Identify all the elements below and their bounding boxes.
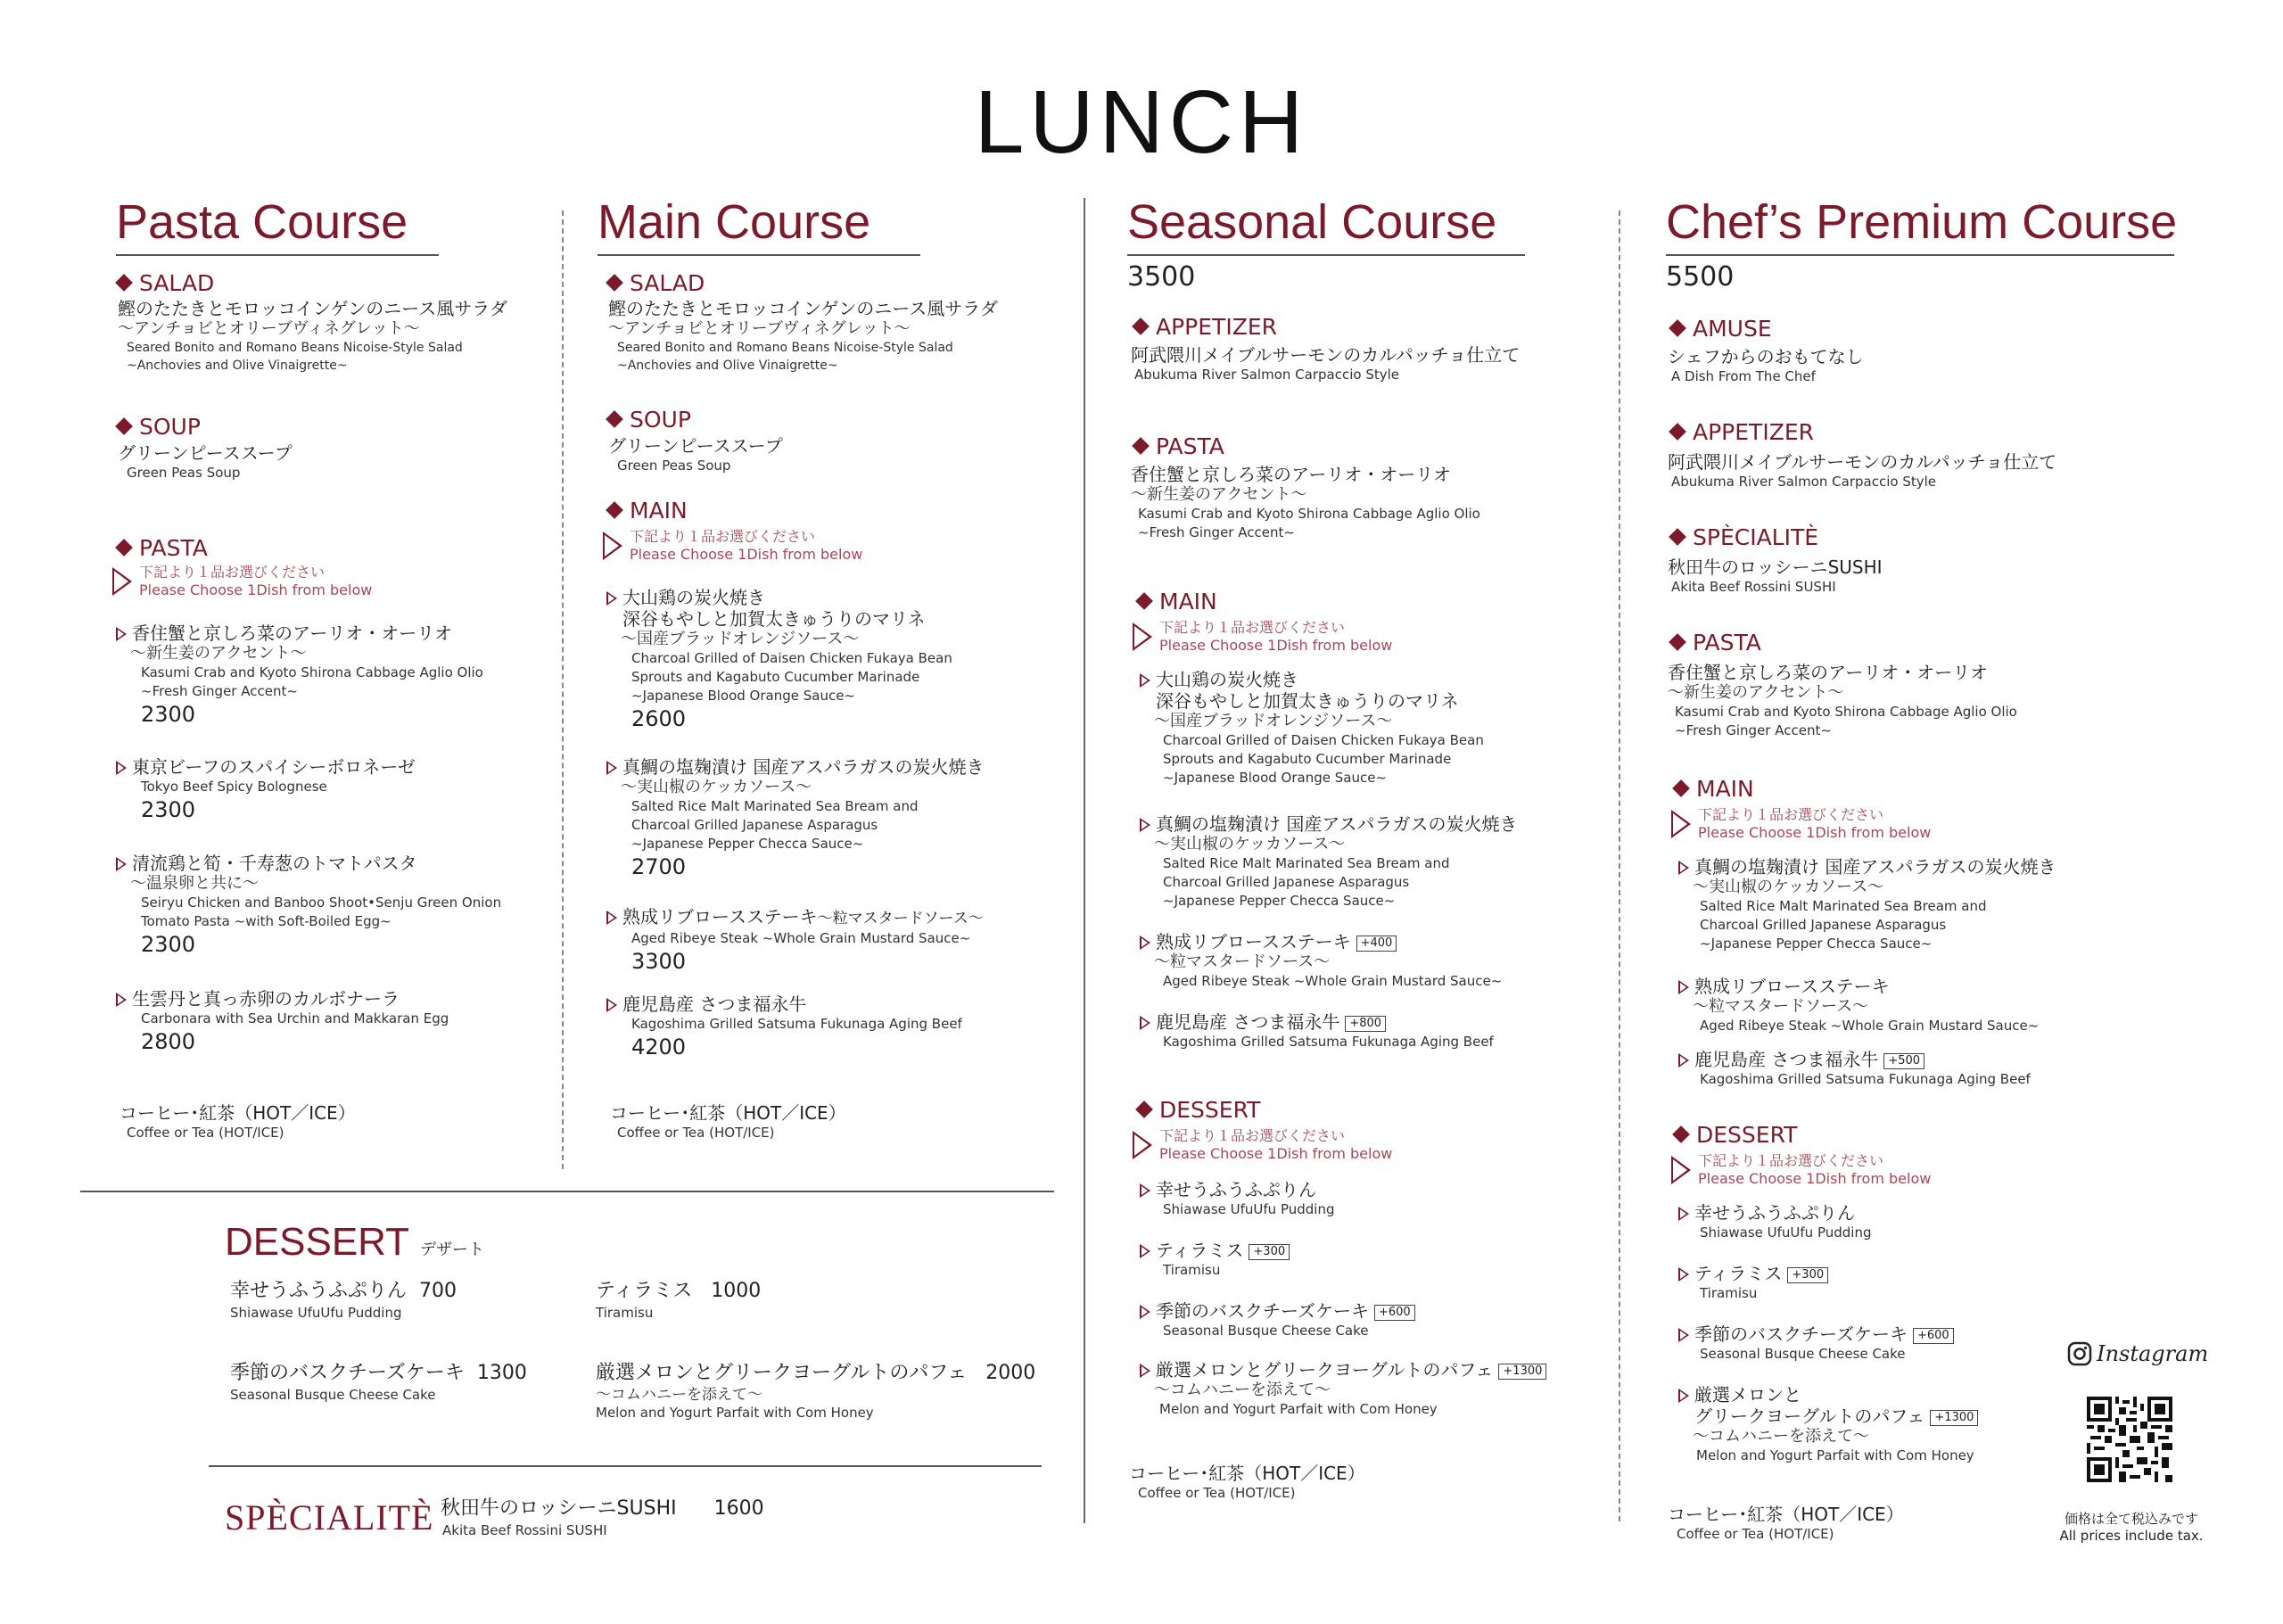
menu-item: 幸せうふうふぷりん Shiawase UfuUfu Pudding (1678, 1202, 1872, 1242)
main-salad: 鰹のたたきとモロッコインゲンのニース風サラダ 〜アンチョビとオリーブヴィネグレット〜 Seared Bonito and Romano Beans Nicoise-Style Salad ~Anchovies and Olive Vinaigrette~ (608, 298, 998, 373)
coffee-tea: コーヒー･紅茶（HOT／ICE） Coffee or Tea (HOT/ICE) (1668, 1504, 1904, 1542)
premium-main-label: MAIN (1675, 776, 1754, 802)
menu-item: ティラミス +300 Tiramisu (1140, 1240, 1290, 1280)
pasta-pasta-label: PASTA (118, 535, 208, 561)
choose-note: 下記より１品お選びください Please Choose 1Dish from below (1671, 806, 1931, 842)
dessert-heading: DESSERT デザート (225, 1220, 485, 1264)
soup-en: Green Peas Soup (127, 465, 241, 481)
menu-item: 熟成リブロースステーキ +400 〜粒マスタードソース〜 Aged Ribeye Steak ~Whole Grain Mustard Sauce~ (1140, 931, 1502, 991)
dessert-item: ティラミス 1000 Tiramisu (596, 1280, 762, 1321)
main-main-label: MAIN (608, 498, 688, 523)
menu-item: 季節のバスクチーズケーキ +600 Seasonal Busque Cheese Cake (1140, 1300, 1415, 1340)
choose-note: 下記より１品お選びください Please Choose 1Dish from below (112, 564, 372, 599)
pasta-course (116, 196, 439, 256)
divider (1084, 198, 1085, 1523)
surcharge-badge: +1300 (1498, 1364, 1546, 1380)
menu-item: 厳選メロンとグリークヨーグルトのパフェ +1300 〜コムハニーを添えて〜 Melon and Yogurt Parfait with Com Honey (1140, 1359, 1546, 1419)
diamond-icon (1135, 592, 1153, 610)
pasta-soup-label: SOUP (118, 414, 201, 440)
divider (209, 1465, 1042, 1467)
price: 4200 (631, 1035, 687, 1059)
menu-item: 香住蟹と京しろ菜のアーリオ・オーリオ 〜新生姜のアクセント〜 Kasumi Crab and Kyoto Shirona Cabbage Aglio Olio ~Fresh Ginger Accent~ 2300 (116, 622, 483, 728)
salad-en1: Seared Bonito and Romano Beans Nicoise-Style Salad (127, 341, 463, 355)
premium-amuse: シェフからのおもてなし A Dish From The Chef (1668, 346, 1864, 384)
premium-amuse-label: AMUSE (1671, 316, 1772, 342)
tax-note: 価格は全て税込みです All prices include tax. (2059, 1511, 2204, 1544)
choose-note: 下記より１品お選びください Please Choose 1Dish from below (1133, 1127, 1392, 1163)
main-salad-label: SALAD (608, 270, 705, 296)
seasonal-price: 3500 (1127, 261, 1196, 293)
price: 2300 (141, 702, 196, 727)
menu-item: 大山鶏の炭火焼き 深谷もやしと加賀太きゅうりのマリネ 〜国産ブラッドオレンジソース〜 Charcoal Grilled of Daisen Chicken Fukaya Bean Sprouts and Kagabuto Cucumber Marinade ~Japanese Blood Orange Sauce~ 2600 (606, 587, 952, 732)
price: 3300 (631, 949, 687, 974)
specialite-title: SPÈCIALITÈ (225, 1497, 434, 1537)
diamond-icon (606, 410, 623, 428)
surcharge-badge: +1300 (1930, 1410, 1978, 1426)
pasta-salad-label: SALAD (118, 270, 214, 296)
divider (562, 210, 564, 1169)
price: 2300 (141, 797, 196, 822)
diamond-icon (1669, 319, 1686, 337)
surcharge-badge: +600 (1913, 1328, 1954, 1344)
diamond-icon (1135, 1101, 1153, 1118)
seasonal-course-title: Seasonal Course (1127, 196, 1525, 256)
dessert-item: 厳選メロンとグリークヨーグルトのパフェ 2000 〜コムハニーを添えて〜 Melon and Yogurt Parfait with Com Honey (596, 1362, 1036, 1421)
premium-pasta: 香住蟹と京しろ菜のアーリオ・オーリオ 〜新生姜のアクセント〜 Kasumi Crab and Kyoto Shirona Cabbage Aglio Olio ~Fresh Ginger Accent~ (1668, 662, 2017, 738)
diamond-icon (115, 539, 133, 556)
menu-item: 清流鶏と筍・千寿葱のトマトパスタ 〜温泉卵と共に〜 Seiryu Chicken and Banboo Shoot•Senju Green Onion Tomato Pasta ~with Soft-Boiled Egg~ 2300 (116, 853, 501, 958)
surcharge-badge: +800 (1345, 1016, 1386, 1032)
qr-code-icon (2087, 1397, 2172, 1482)
triangle-icon (603, 532, 622, 560)
diamond-icon (606, 274, 623, 292)
premium-course (1666, 195, 2178, 293)
seasonal-pasta: 香住蟹と京しろ菜のアーリオ・オーリオ 〜新生姜のアクセント〜 Kasumi Crab and Kyoto Shirona Cabbage Aglio Olio ~Fresh Ginger Accent~ (1131, 464, 1480, 540)
choose-note: 下記より１品お選びください Please Choose 1Dish from below (1133, 619, 1392, 655)
menu-item: 東京ビーフのスパイシーボロネーゼ Tokyo Beef Spicy Bolognese 2300 (116, 756, 416, 823)
menu-item: 熟成リブロースステーキ〜粒マスタードソース〜 Aged Ribeye Steak ~Whole Grain Mustard Sauce~ 3300 (606, 906, 984, 975)
dessert-item: 幸せうふうふぷりん 700 Shiawase UfuUfu Pudding (230, 1280, 457, 1321)
premium-course-title: Chef’s Premium Course (1666, 196, 2174, 256)
triangle-icon (1671, 1156, 1691, 1184)
diamond-icon (1669, 423, 1686, 441)
divider (1619, 210, 1620, 1521)
seasonal-main-label: MAIN (1138, 589, 1217, 614)
premium-specialite: 秋田牛のロッシーニSUSHI Akita Beef Rossini SUSHI (1668, 556, 1883, 595)
diamond-icon (115, 274, 133, 292)
diamond-icon (1669, 633, 1686, 651)
seasonal-course (1127, 196, 1525, 293)
premium-dessert-label: DESSERT (1675, 1122, 1797, 1148)
diamond-icon (1132, 317, 1150, 335)
surcharge-badge: +600 (1374, 1305, 1415, 1321)
divider (80, 1191, 1054, 1192)
diamond-icon (1132, 437, 1150, 455)
triangle-icon (112, 567, 132, 596)
diamond-icon (115, 417, 133, 435)
price: 2700 (631, 854, 687, 879)
menu-item: 厳選メロンと グリークヨーグルトのパフェ +1300 〜コムハニーを添えて〜 Melon and Yogurt Parfait with Com Honey (1678, 1384, 1978, 1465)
main-course (598, 196, 920, 256)
price: 2800 (141, 1029, 196, 1054)
salad-jp2: 〜アンチョビとオリーブヴィネグレット〜 (118, 319, 420, 338)
seasonal-pasta-label: PASTA (1134, 433, 1224, 459)
menu-item: 真鯛の塩麹漬け 国産アスパラガスの炭火焼き 〜実山椒のケッカソース〜 Salted Rice Malt Marinated Sea Bream and Charcoal Grilled Japanese Asparagus ~Japanese Pepper Checca Sauce~ (1678, 856, 2056, 953)
choose-note: 下記より１品お選びください Please Choose 1Dish from below (603, 528, 862, 564)
pasta-salad (118, 298, 507, 375)
menu-item: 真鯛の塩麹漬け 国産アスパラガスの炭火焼き 〜実山椒のケッカソース〜 Salted Rice Malt Marinated Sea Bream and Charcoal Grilled Japanese Asparagus ~Japanese Pepper Checca Sauce~ (1140, 813, 1518, 911)
diamond-icon (606, 501, 623, 519)
surcharge-badge: +300 (1249, 1244, 1290, 1260)
menu-item: ティラミス +300 Tiramisu (1678, 1263, 1828, 1303)
menu-item: 鹿児島産 さつま福永牛 +800 Kagoshima Grilled Satsuma Fukunaga Aging Beef (1140, 1011, 1494, 1051)
menu-item: 真鯛の塩麹漬け 国産アスパラガスの炭火焼き 〜実山椒のケッカソース〜 Salted Rice Malt Marinated Sea Bream and Charcoal Grilled Japanese Asparagus ~Japanese Pepper Checca Sauce~ 2700 (606, 756, 985, 880)
instagram-link[interactable]: Instagram (2067, 1341, 2208, 1366)
menu-item: 大山鶏の炭火焼き 深谷もやしと加賀太きゅうりのマリネ 〜国産ブラッドオレンジソース〜 Charcoal Grilled of Daisen Chicken Fukaya Bean Sprouts and Kagabuto Cucumber Marinade ~Japanese Blood Orange Sauce~ (1140, 669, 1484, 787)
menu-item: 幸せうふうふぷりん Shiawase UfuUfu Pudding (1140, 1179, 1335, 1219)
choose-note: 下記より１品お選びください Please Choose 1Dish from below (1671, 1152, 1931, 1188)
pasta-course-title: Pasta Course (116, 196, 439, 256)
premium-appetizer-label: APPETIZER (1671, 419, 1814, 445)
dessert-item: 季節のバスクチーズケーキ 1300 Seasonal Busque Cheese Cake (230, 1362, 527, 1403)
triangle-icon (1133, 622, 1152, 651)
salad-jp: 鰹のたたきとモロッコインゲンのニース風サラダ (118, 298, 507, 319)
coffee-tea: コーヒー･紅茶（HOT／ICE） Coffee or Tea (HOT/ICE) (1129, 1463, 1365, 1501)
menu-item: 鹿児島産 さつま福永牛 Kagoshima Grilled Satsuma Fukunaga Aging Beef 4200 (606, 993, 962, 1060)
premium-specialite-label: SPÈCIALITÈ (1671, 524, 1818, 550)
specialite-item: 秋田牛のロッシーニSUSHI 1600 Akita Beef Rossini SUSHI (441, 1497, 764, 1538)
seasonal-appetizer-label: APPETIZER (1134, 314, 1277, 340)
menu-item: 熟成リブロースステーキ 〜粒マスタードソース〜 Aged Ribeye Steak ~Whole Grain Mustard Sauce~ (1678, 976, 2039, 1035)
instagram-icon (2067, 1341, 2092, 1366)
diamond-icon (1669, 528, 1686, 546)
menu-item: 季節のバスクチーズケーキ +600 Seasonal Busque Cheese Cake (1678, 1323, 1954, 1364)
pasta-soup (118, 442, 293, 482)
diamond-icon (1672, 1125, 1690, 1143)
salad-en2: ~Anchovies and Olive Vinaigrette~ (127, 359, 348, 373)
premium-price: 5500 (1666, 261, 1735, 293)
menu-item: 鹿児島産 さつま福永牛 +500 Kagoshima Grilled Satsuma Fukunaga Aging Beef (1678, 1049, 2031, 1089)
main-course-title: Main Course (598, 196, 920, 256)
seasonal-dessert-label: DESSERT (1138, 1097, 1260, 1123)
coffee-tea: コーヒー･紅茶（HOT／ICE） Coffee or Tea (HOT/ICE) (120, 1102, 356, 1141)
menu-item: 生雲丹と真っ赤卵のカルボナーラ Carbonara with Sea Urchin and Makkaran Egg 2800 (116, 988, 449, 1055)
seasonal-appetizer: 阿武隈川メイブルサーモンのカルパッチョ仕立て Abukuma River Salmon Carpaccio Style (1131, 344, 1521, 383)
triangle-icon (1133, 1131, 1152, 1159)
premium-pasta-label: PASTA (1671, 630, 1761, 655)
surcharge-badge: +500 (1883, 1053, 1924, 1069)
premium-appetizer: 阿武隈川メイブルサーモンのカルパッチョ仕立て Abukuma River Salmon Carpaccio Style (1668, 451, 2057, 490)
surcharge-badge: +300 (1787, 1267, 1828, 1283)
triangle-icon (1671, 810, 1691, 838)
main-soup-label: SOUP (608, 407, 691, 433)
diamond-icon (1672, 779, 1690, 797)
price: 2600 (631, 706, 687, 731)
coffee-tea: コーヒー･紅茶（HOT／ICE） Coffee or Tea (HOT/ICE) (610, 1102, 846, 1141)
page-title: LUNCH (974, 72, 1309, 172)
soup-jp: グリーンピーススープ (118, 442, 293, 464)
price: 2300 (141, 932, 196, 957)
main-soup: グリーンピーススープ Green Peas Soup (608, 435, 783, 474)
qr-code[interactable] (2087, 1397, 2172, 1482)
surcharge-badge: +400 (1356, 936, 1397, 952)
